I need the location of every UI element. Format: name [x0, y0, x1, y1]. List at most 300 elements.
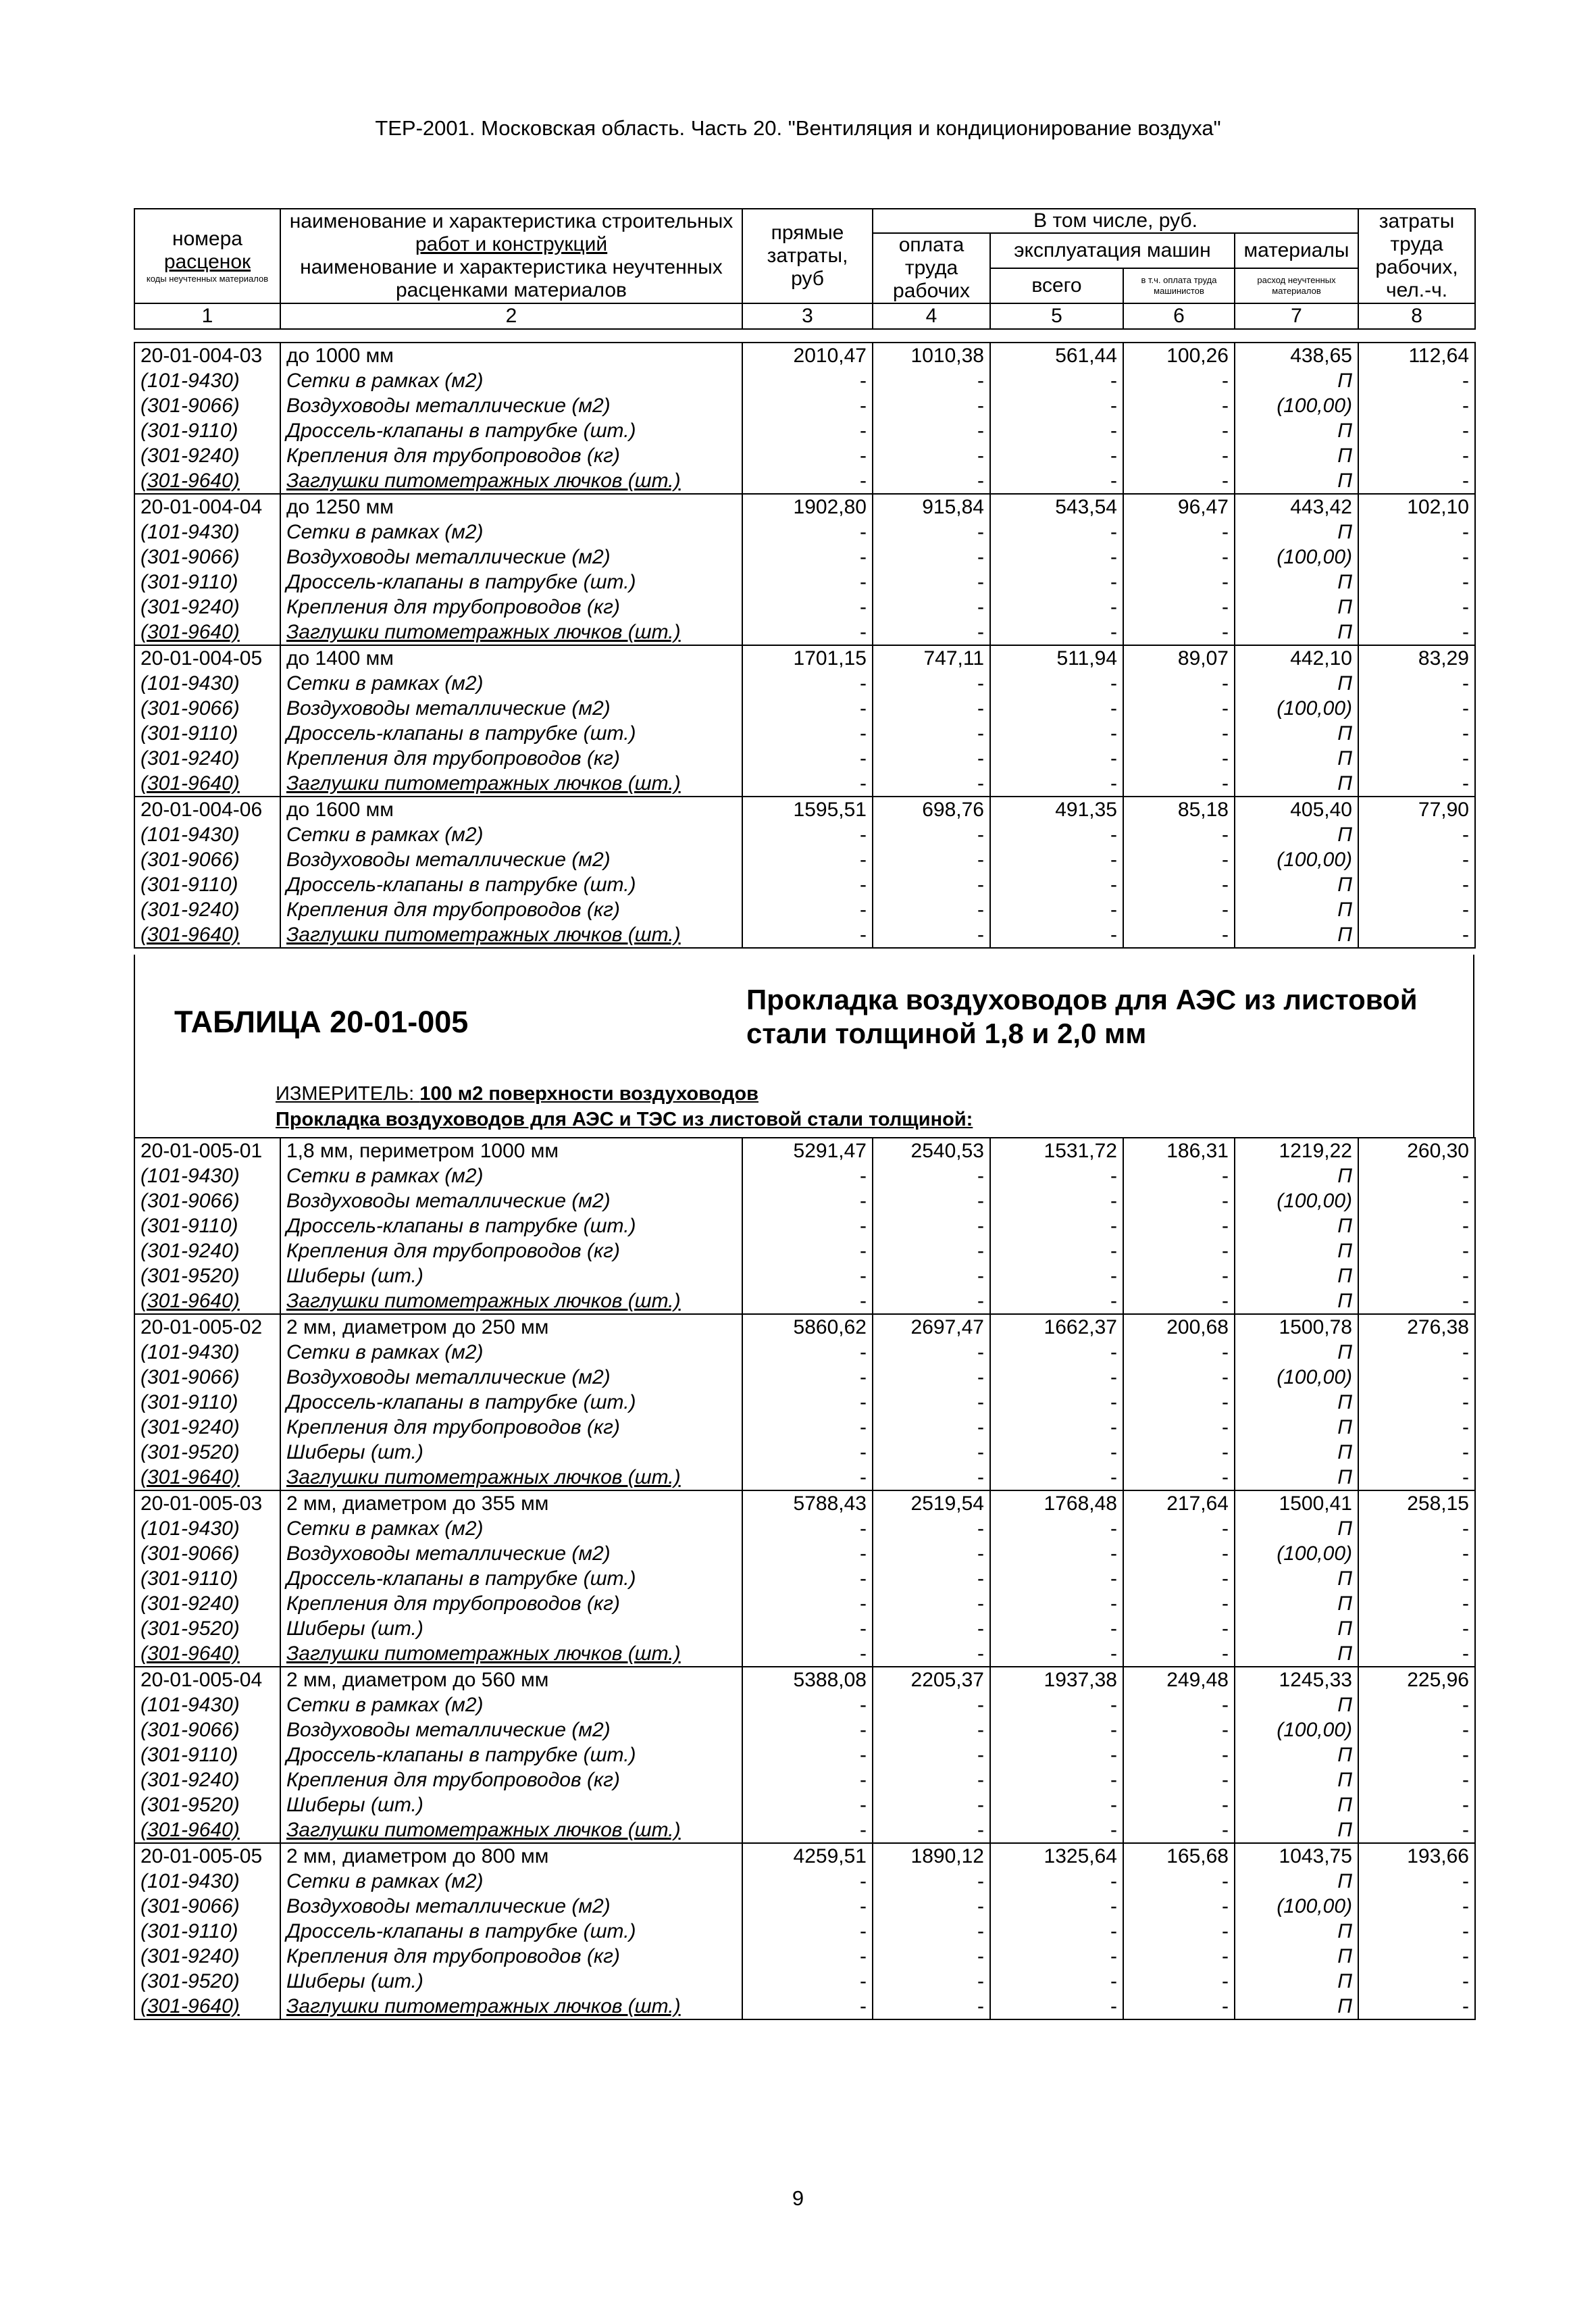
empty-value-dash: -	[990, 1616, 1123, 1641]
empty-value-dash: -	[742, 1238, 873, 1263]
machine-cost: 1768,48	[990, 1490, 1123, 1516]
column-number: 6	[1123, 303, 1235, 329]
material-quantity: П	[1235, 1742, 1358, 1767]
empty-value-dash: -	[990, 1641, 1123, 1667]
empty-value-dash: -	[990, 897, 1123, 922]
empty-value-dash: -	[990, 1869, 1123, 1894]
rate-code: 20-01-005-02	[134, 1314, 280, 1340]
empty-value-dash: -	[873, 1742, 990, 1767]
material-quantity: (100,00)	[1235, 393, 1358, 418]
empty-value-dash: -	[873, 1944, 990, 1969]
empty-value-dash: -	[990, 520, 1123, 545]
empty-value-dash: -	[1123, 443, 1235, 468]
empty-value-dash: -	[1358, 1591, 1475, 1616]
column-number: 8	[1358, 303, 1475, 329]
material-quantity: П	[1235, 1919, 1358, 1944]
empty-value-dash: -	[1358, 721, 1475, 746]
rate-name: до 1400 мм	[280, 645, 742, 671]
direct-cost: 4259,51	[742, 1843, 873, 1869]
empty-value-dash: -	[1358, 1894, 1475, 1919]
empty-value-dash: -	[1123, 1641, 1235, 1667]
material-code: (301-9640)	[134, 771, 280, 797]
empty-value-dash: -	[873, 1969, 990, 1994]
rate-code: 20-01-004-05	[134, 645, 280, 671]
material-quantity: П	[1235, 1340, 1358, 1365]
empty-value-dash: -	[1123, 520, 1235, 545]
empty-value-dash: -	[873, 922, 990, 948]
material-code: (301-9640)	[134, 1817, 280, 1843]
empty-value-dash: -	[990, 1213, 1123, 1238]
empty-value-dash: -	[990, 1919, 1123, 1944]
empty-value-dash: -	[873, 520, 990, 545]
materials-cost: 438,65	[1235, 343, 1358, 368]
measure-unit: ИЗМЕРИТЕЛЬ: 100 м2 поверхности воздуховодов	[276, 1083, 758, 1105]
empty-value-dash: -	[990, 872, 1123, 897]
material-row	[134, 721, 1475, 746]
empty-value-dash: -	[873, 1994, 990, 2019]
empty-value-dash: -	[1358, 1541, 1475, 1566]
empty-value-dash: -	[1358, 897, 1475, 922]
material-name: Заглушки питометражных лючков (шт.)	[280, 922, 742, 948]
empty-value-dash: -	[1358, 1213, 1475, 1238]
machine-cost: 561,44	[990, 343, 1123, 368]
machine-cost: 1531,72	[990, 1138, 1123, 1163]
material-row	[134, 1365, 1475, 1390]
empty-value-dash: -	[742, 1616, 873, 1641]
empty-value-dash: -	[873, 1591, 990, 1616]
empty-value-dash: -	[742, 897, 873, 922]
machine-operator-pay: 89,07	[1123, 645, 1235, 671]
direct-cost: 5860,62	[742, 1314, 873, 1340]
material-name: Крепления для трубопроводов (кг)	[280, 897, 742, 922]
empty-value-dash: -	[1358, 1465, 1475, 1490]
material-name: Крепления для трубопроводов (кг)	[280, 1944, 742, 1969]
material-quantity: (100,00)	[1235, 696, 1358, 721]
empty-value-dash: -	[742, 721, 873, 746]
material-code: (301-9240)	[134, 1238, 280, 1263]
machine-operator-pay: 165,68	[1123, 1843, 1235, 1869]
empty-value-dash: -	[1123, 847, 1235, 872]
material-name: Заглушки питометражных лючков (шт.)	[280, 1817, 742, 1843]
material-name: Крепления для трубопроводов (кг)	[280, 1415, 742, 1440]
empty-value-dash: -	[742, 1767, 873, 1792]
rate-code: 20-01-004-03	[134, 343, 280, 368]
column-number: 1	[134, 303, 280, 329]
empty-value-dash: -	[990, 1440, 1123, 1465]
material-name: Дроссель-клапаны в патрубке (шт.)	[280, 1390, 742, 1415]
empty-value-dash: -	[990, 1163, 1123, 1188]
material-row	[134, 418, 1475, 443]
empty-value-dash: -	[873, 1238, 990, 1263]
material-name: Воздуховоды металлические (м2)	[280, 1894, 742, 1919]
material-quantity: П	[1235, 443, 1358, 468]
empty-value-dash: -	[1358, 368, 1475, 393]
labor-pay: 2540,53	[873, 1138, 990, 1163]
empty-value-dash: -	[873, 872, 990, 897]
material-name: Дроссель-клапаны в патрубке (шт.)	[280, 570, 742, 595]
material-code: (101-9430)	[134, 822, 280, 847]
rate-code: 20-01-005-05	[134, 1843, 280, 1869]
empty-value-dash: -	[990, 393, 1123, 418]
material-code: (301-9240)	[134, 1944, 280, 1969]
column-number: 2	[280, 303, 742, 329]
material-row	[134, 595, 1475, 620]
labor-pay: 2519,54	[873, 1490, 990, 1516]
empty-value-dash: -	[873, 468, 990, 494]
material-row	[134, 1263, 1475, 1288]
material-row	[134, 393, 1475, 418]
column-number: 3	[742, 303, 873, 329]
material-quantity: П	[1235, 1516, 1358, 1541]
empty-value-dash: -	[873, 1365, 990, 1390]
material-name: Сетки в рамках (м2)	[280, 822, 742, 847]
empty-value-dash: -	[1358, 1516, 1475, 1541]
material-name: Воздуховоды металлические (м2)	[280, 1717, 742, 1742]
material-code: (301-9240)	[134, 595, 280, 620]
empty-value-dash: -	[742, 1541, 873, 1566]
material-quantity: (100,00)	[1235, 847, 1358, 872]
material-name: Заглушки питометражных лючков (шт.)	[280, 771, 742, 797]
machine-cost: 543,54	[990, 494, 1123, 520]
machine-operator-pay: 249,48	[1123, 1667, 1235, 1692]
material-quantity: П	[1235, 468, 1358, 494]
material-row	[134, 368, 1475, 393]
material-code: (301-9066)	[134, 545, 280, 570]
empty-value-dash: -	[873, 1817, 990, 1843]
empty-value-dash: -	[990, 1817, 1123, 1843]
rate-row	[134, 1314, 1475, 1340]
rates-table-20-01-004	[134, 342, 1476, 949]
material-quantity: П	[1235, 1465, 1358, 1490]
material-row	[134, 922, 1475, 948]
machine-cost: 1325,64	[990, 1843, 1123, 1869]
material-quantity: П	[1235, 897, 1358, 922]
empty-value-dash: -	[742, 570, 873, 595]
material-row	[134, 1591, 1475, 1616]
empty-value-dash: -	[1123, 1188, 1235, 1213]
direct-cost: 1902,80	[742, 494, 873, 520]
empty-value-dash: -	[742, 418, 873, 443]
material-row	[134, 1717, 1475, 1742]
material-name: Дроссель-клапаны в патрубке (шт.)	[280, 721, 742, 746]
machine-operator-pay: 100,26	[1123, 343, 1235, 368]
empty-value-dash: -	[990, 468, 1123, 494]
empty-value-dash: -	[873, 1792, 990, 1817]
material-name: Сетки в рамках (м2)	[280, 520, 742, 545]
empty-value-dash: -	[742, 1288, 873, 1314]
material-name: Дроссель-клапаны в патрубке (шт.)	[280, 1566, 742, 1591]
rate-row	[134, 645, 1475, 671]
empty-value-dash: -	[1123, 393, 1235, 418]
empty-value-dash: -	[1123, 1969, 1235, 1994]
empty-value-dash: -	[1123, 1213, 1235, 1238]
material-quantity: П	[1235, 1288, 1358, 1314]
material-quantity: (100,00)	[1235, 1365, 1358, 1390]
empty-value-dash: -	[742, 922, 873, 948]
empty-value-dash: -	[1358, 1692, 1475, 1717]
column-number: 4	[873, 303, 990, 329]
empty-value-dash: -	[742, 393, 873, 418]
empty-value-dash: -	[1358, 1415, 1475, 1440]
empty-value-dash: -	[873, 671, 990, 696]
material-code: (301-9110)	[134, 1213, 280, 1238]
empty-value-dash: -	[1123, 1390, 1235, 1415]
empty-value-dash: -	[1123, 1944, 1235, 1969]
machine-cost: 511,94	[990, 645, 1123, 671]
material-name: Сетки в рамках (м2)	[280, 1340, 742, 1365]
empty-value-dash: -	[990, 922, 1123, 948]
material-quantity: (100,00)	[1235, 1188, 1358, 1213]
material-row	[134, 1566, 1475, 1591]
empty-value-dash: -	[873, 771, 990, 797]
material-code: (301-9520)	[134, 1263, 280, 1288]
material-name: Сетки в рамках (м2)	[280, 671, 742, 696]
empty-value-dash: -	[990, 1541, 1123, 1566]
table-20-01-005-header	[134, 955, 1474, 1137]
material-code: (301-9066)	[134, 1894, 280, 1919]
material-quantity: П	[1235, 1994, 1358, 2019]
empty-value-dash: -	[990, 368, 1123, 393]
empty-value-dash: -	[990, 721, 1123, 746]
material-row	[134, 545, 1475, 570]
empty-value-dash: -	[1123, 696, 1235, 721]
column-number: 7	[1235, 303, 1358, 329]
empty-value-dash: -	[990, 1566, 1123, 1591]
material-row	[134, 897, 1475, 922]
material-name: Воздуховоды металлические (м2)	[280, 1188, 742, 1213]
empty-value-dash: -	[742, 1641, 873, 1667]
section-heading: Прокладка воздуховодов для АЭС из листовой стали толщиной 1,8 и 2,0 мм	[746, 984, 1418, 1049]
material-row	[134, 1869, 1475, 1894]
empty-value-dash: -	[990, 1415, 1123, 1440]
material-row	[134, 443, 1475, 468]
empty-value-dash: -	[873, 1641, 990, 1667]
material-row	[134, 1742, 1475, 1767]
rate-row	[134, 797, 1475, 822]
material-name: Шиберы (шт.)	[280, 1969, 742, 1994]
empty-value-dash: -	[1358, 570, 1475, 595]
material-name: Заглушки питометражных лючков (шт.)	[280, 1994, 742, 2019]
empty-value-dash: -	[1123, 1742, 1235, 1767]
material-name: Заглушки питометражных лючков (шт.)	[280, 1641, 742, 1667]
empty-value-dash: -	[742, 545, 873, 570]
col-header-machines-total: всего	[990, 268, 1123, 303]
empty-value-dash: -	[1123, 1894, 1235, 1919]
empty-value-dash: -	[990, 1465, 1123, 1490]
empty-value-dash: -	[1358, 696, 1475, 721]
empty-value-dash: -	[990, 1994, 1123, 2019]
material-code: (101-9430)	[134, 1516, 280, 1541]
material-quantity: П	[1235, 1944, 1358, 1969]
labor-hours: 112,64	[1358, 343, 1475, 368]
col-header-names: наименование и характеристика строительных работ и конструкций наименование и характеристика неучтенных расценками материалов	[280, 209, 742, 303]
rate-row	[134, 494, 1475, 520]
rate-name: до 1600 мм	[280, 797, 742, 822]
empty-value-dash: -	[742, 1692, 873, 1717]
material-row	[134, 1465, 1475, 1490]
material-code: (301-9110)	[134, 1566, 280, 1591]
empty-value-dash: -	[1123, 368, 1235, 393]
empty-value-dash: -	[990, 1591, 1123, 1616]
rate-name: 2 мм, диаметром до 560 мм	[280, 1667, 742, 1692]
empty-value-dash: -	[1123, 1692, 1235, 1717]
material-code: (101-9430)	[134, 1692, 280, 1717]
material-name: Дроссель-клапаны в патрубке (шт.)	[280, 1742, 742, 1767]
rate-code: 20-01-005-03	[134, 1490, 280, 1516]
material-name: Дроссель-клапаны в патрубке (шт.)	[280, 1213, 742, 1238]
material-quantity: П	[1235, 1641, 1358, 1667]
empty-value-dash: -	[1123, 468, 1235, 494]
empty-value-dash: -	[1123, 1792, 1235, 1817]
empty-value-dash: -	[1123, 1767, 1235, 1792]
empty-value-dash: -	[1123, 1591, 1235, 1616]
empty-value-dash: -	[873, 545, 990, 570]
labor-pay: 915,84	[873, 494, 990, 520]
machine-cost: 491,35	[990, 797, 1123, 822]
material-code: (101-9430)	[134, 1869, 280, 1894]
materials-cost: 1245,33	[1235, 1667, 1358, 1692]
rate-code: 20-01-004-04	[134, 494, 280, 520]
materials-cost: 1219,22	[1235, 1138, 1358, 1163]
empty-value-dash: -	[1358, 418, 1475, 443]
empty-value-dash: -	[990, 1263, 1123, 1288]
col-header-materials: материалы	[1235, 233, 1358, 268]
material-quantity: П	[1235, 1692, 1358, 1717]
empty-value-dash: -	[742, 1869, 873, 1894]
empty-value-dash: -	[873, 746, 990, 771]
material-code: (301-9640)	[134, 1641, 280, 1667]
material-code: (301-9520)	[134, 1616, 280, 1641]
material-name: Крепления для трубопроводов (кг)	[280, 595, 742, 620]
empty-value-dash: -	[990, 671, 1123, 696]
empty-value-dash: -	[1358, 1390, 1475, 1415]
material-row	[134, 1767, 1475, 1792]
material-quantity: П	[1235, 771, 1358, 797]
empty-value-dash: -	[742, 1415, 873, 1440]
material-quantity: П	[1235, 922, 1358, 948]
material-quantity: П	[1235, 1390, 1358, 1415]
material-code: (301-9110)	[134, 418, 280, 443]
material-row	[134, 1340, 1475, 1365]
empty-value-dash: -	[1358, 1869, 1475, 1894]
empty-value-dash: -	[742, 671, 873, 696]
material-code: (301-9640)	[134, 1994, 280, 2019]
material-code: (301-9066)	[134, 1188, 280, 1213]
empty-value-dash: -	[1123, 545, 1235, 570]
empty-value-dash: -	[1358, 847, 1475, 872]
material-name: Сетки в рамках (м2)	[280, 1692, 742, 1717]
empty-value-dash: -	[873, 1717, 990, 1742]
empty-value-dash: -	[1123, 1919, 1235, 1944]
material-quantity: П	[1235, 1238, 1358, 1263]
empty-value-dash: -	[1358, 1944, 1475, 1969]
empty-value-dash: -	[1123, 1717, 1235, 1742]
material-name: Шиберы (шт.)	[280, 1616, 742, 1641]
empty-value-dash: -	[990, 1516, 1123, 1541]
material-code: (301-9640)	[134, 1288, 280, 1314]
empty-value-dash: -	[990, 620, 1123, 645]
empty-value-dash: -	[1123, 721, 1235, 746]
material-quantity: П	[1235, 1213, 1358, 1238]
material-code: (301-9066)	[134, 1541, 280, 1566]
material-row	[134, 1390, 1475, 1415]
empty-value-dash: -	[990, 822, 1123, 847]
empty-value-dash: -	[990, 696, 1123, 721]
direct-cost: 2010,47	[742, 343, 873, 368]
material-code: (301-9640)	[134, 922, 280, 948]
empty-value-dash: -	[742, 1188, 873, 1213]
material-row	[134, 847, 1475, 872]
labor-hours: 225,96	[1358, 1667, 1475, 1692]
empty-value-dash: -	[1358, 1616, 1475, 1641]
material-quantity: П	[1235, 1869, 1358, 1894]
material-name: Заглушки питометражных лючков (шт.)	[280, 1288, 742, 1314]
empty-value-dash: -	[1123, 1516, 1235, 1541]
empty-value-dash: -	[1358, 1238, 1475, 1263]
material-quantity: (100,00)	[1235, 545, 1358, 570]
empty-value-dash: -	[742, 1994, 873, 2019]
material-code: (301-9066)	[134, 847, 280, 872]
empty-value-dash: -	[1358, 671, 1475, 696]
rate-name: 2 мм, диаметром до 800 мм	[280, 1843, 742, 1869]
direct-cost: 5788,43	[742, 1490, 873, 1516]
material-name: Воздуховоды металлические (м2)	[280, 1365, 742, 1390]
material-name: Воздуховоды металлические (м2)	[280, 696, 742, 721]
empty-value-dash: -	[1358, 520, 1475, 545]
empty-value-dash: -	[742, 1944, 873, 1969]
material-name: Сетки в рамках (м2)	[280, 1163, 742, 1188]
empty-value-dash: -	[1358, 1817, 1475, 1843]
material-code: (301-9110)	[134, 1919, 280, 1944]
empty-value-dash: -	[1358, 468, 1475, 494]
empty-value-dash: -	[1358, 922, 1475, 948]
empty-value-dash: -	[1358, 1188, 1475, 1213]
empty-value-dash: -	[873, 595, 990, 620]
material-quantity: П	[1235, 1767, 1358, 1792]
empty-value-dash: -	[742, 872, 873, 897]
empty-value-dash: -	[873, 393, 990, 418]
material-code: (301-9110)	[134, 570, 280, 595]
empty-value-dash: -	[990, 1742, 1123, 1767]
labor-pay: 698,76	[873, 797, 990, 822]
material-row	[134, 1692, 1475, 1717]
empty-value-dash: -	[873, 1288, 990, 1314]
direct-cost: 1595,51	[742, 797, 873, 822]
empty-value-dash: -	[990, 595, 1123, 620]
material-quantity: П	[1235, 1566, 1358, 1591]
material-row	[134, 1969, 1475, 1994]
empty-value-dash: -	[1123, 872, 1235, 897]
machine-operator-pay: 96,47	[1123, 494, 1235, 520]
empty-value-dash: -	[742, 620, 873, 645]
material-quantity: П	[1235, 1616, 1358, 1641]
rates-table-20-01-005	[134, 1137, 1476, 2020]
material-name: Крепления для трубопроводов (кг)	[280, 443, 742, 468]
empty-value-dash: -	[990, 1390, 1123, 1415]
empty-value-dash: -	[742, 1516, 873, 1541]
empty-value-dash: -	[1123, 1415, 1235, 1440]
empty-value-dash: -	[873, 1440, 990, 1465]
material-code: (301-9520)	[134, 1792, 280, 1817]
material-code: (301-9066)	[134, 1717, 280, 1742]
material-name: Шиберы (шт.)	[280, 1440, 742, 1465]
material-row	[134, 468, 1475, 494]
material-quantity: П	[1235, 1817, 1358, 1843]
empty-value-dash: -	[990, 1692, 1123, 1717]
material-quantity: П	[1235, 822, 1358, 847]
material-row	[134, 1415, 1475, 1440]
empty-value-dash: -	[1123, 1340, 1235, 1365]
